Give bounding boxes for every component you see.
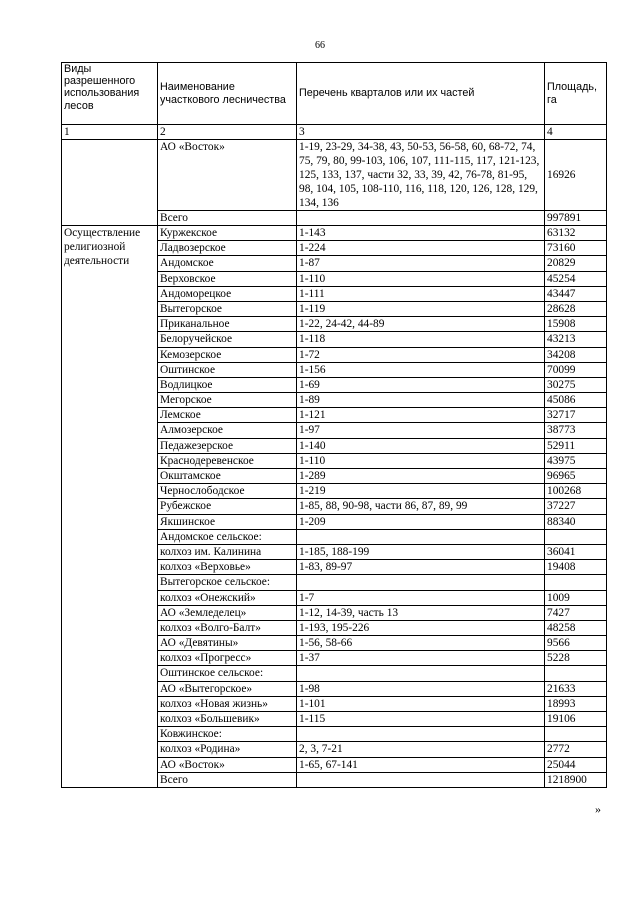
area-value (545, 529, 607, 544)
area-value: 7427 (545, 605, 607, 620)
area-value: 16926 (545, 140, 607, 211)
quarters-list (297, 666, 545, 681)
area-value: 2772 (545, 742, 607, 757)
column-number: 3 (297, 125, 545, 140)
district-name: Рубежское (158, 499, 297, 514)
district-name: Вытегорское (158, 301, 297, 316)
area-value: 25044 (545, 757, 607, 772)
quarters-list: 1-110 (297, 453, 545, 468)
district-name: колхоз «Волго-Балт» (158, 620, 297, 635)
area-value: 15908 (545, 317, 607, 332)
area-value: 96965 (545, 469, 607, 484)
district-name: Андоморецкое (158, 286, 297, 301)
total-label: Всего (158, 211, 297, 226)
total-label: Всего (158, 772, 297, 787)
total-area: 1218900 (545, 772, 607, 787)
district-name: Ладвозерское (158, 241, 297, 256)
quarters-list: 1-37 (297, 651, 545, 666)
area-value: 43975 (545, 453, 607, 468)
district-name: Якшинское (158, 514, 297, 529)
district-name: Андомское сельское: (158, 529, 297, 544)
quarters-list: 1-12, 14-39, часть 13 (297, 605, 545, 620)
quarters-list: 2, 3, 7-21 (297, 742, 545, 757)
quarters-list: 1-7 (297, 590, 545, 605)
quarters-list: 1-22, 24-42, 44-89 (297, 317, 545, 332)
header-area: Площадь, га (545, 63, 607, 125)
area-value: 43213 (545, 332, 607, 347)
district-name: колхоз «Верховье» (158, 560, 297, 575)
district-name: Окштамское (158, 469, 297, 484)
district-name: колхоз им. Калинина (158, 544, 297, 559)
quarters-list: 1-143 (297, 226, 545, 241)
area-value: 18993 (545, 696, 607, 711)
district-name: Водлицкое (158, 377, 297, 392)
table-row (62, 140, 607, 211)
area-value: 28628 (545, 301, 607, 316)
use-type-cell-empty (62, 140, 158, 226)
district-name: Андомское (158, 256, 297, 271)
area-value: 100268 (545, 484, 607, 499)
area-value: 43447 (545, 286, 607, 301)
area-value: 1009 (545, 590, 607, 605)
area-value: 70099 (545, 362, 607, 377)
column-number-row (62, 125, 607, 140)
area-value: 20829 (545, 256, 607, 271)
area-value: 37227 (545, 499, 607, 514)
quarters-list: 1-193, 195-226 (297, 620, 545, 635)
quarters-list (297, 529, 545, 544)
district-name: АО «Восток» (158, 757, 297, 772)
quarters-list: 1-98 (297, 681, 545, 696)
quarters-list (297, 575, 545, 590)
quarters-list: 1-119 (297, 301, 545, 316)
total-area: 997891 (545, 211, 607, 226)
district-name: Мегорское (158, 393, 297, 408)
area-value: 5228 (545, 651, 607, 666)
quarters-list: 1-56, 58-66 (297, 636, 545, 651)
area-value: 9566 (545, 636, 607, 651)
area-value: 48258 (545, 620, 607, 635)
area-value: 73160 (545, 241, 607, 256)
total-quarters-empty (297, 211, 545, 226)
area-value: 21633 (545, 681, 607, 696)
quarters-list: 1-111 (297, 286, 545, 301)
district-name: колхоз «Новая жизнь» (158, 696, 297, 711)
quarters-list: 1-289 (297, 469, 545, 484)
total-quarters-empty (297, 772, 545, 787)
district-name: колхоз «Большевик» (158, 712, 297, 727)
district-name: АО «Восток» (158, 140, 297, 211)
area-value: 88340 (545, 514, 607, 529)
quarters-list: 1-97 (297, 423, 545, 438)
district-name: колхоз «Родина» (158, 742, 297, 757)
area-value: 19408 (545, 560, 607, 575)
column-number: 4 (545, 125, 607, 140)
district-name: АО «Земледелец» (158, 605, 297, 620)
quarters-list: 1-101 (297, 696, 545, 711)
table-header-row (62, 63, 607, 125)
quarters-list: 1-185, 188-199 (297, 544, 545, 559)
district-name: Лемское (158, 408, 297, 423)
district-name: Вытегорское сельское: (158, 575, 297, 590)
use-type-cell: Осуществление религиозной деятельности (62, 226, 158, 788)
area-value: 32717 (545, 408, 607, 423)
district-name: Ковжинское: (158, 727, 297, 742)
district-name: Алмозерское (158, 423, 297, 438)
district-name: Белоручейское (158, 332, 297, 347)
quarters-list: 1-219 (297, 484, 545, 499)
quarters-list: 1-121 (297, 408, 545, 423)
header-use-type: Виды разрешенного использования лесов (62, 63, 158, 125)
quarters-list: 1-69 (297, 377, 545, 392)
column-number: 1 (62, 125, 158, 140)
district-name: колхоз «Прогресс» (158, 651, 297, 666)
district-name: колхоз «Онежский» (158, 590, 297, 605)
quarters-list: 1-156 (297, 362, 545, 377)
quarters-list: 1-118 (297, 332, 545, 347)
closing-quote: » (595, 802, 601, 816)
header-district-name: Наименование участкового лесничества (158, 63, 297, 125)
quarters-list: 1-87 (297, 256, 545, 271)
district-name: Оштинское (158, 362, 297, 377)
quarters-list: 1-83, 89-97 (297, 560, 545, 575)
area-value (545, 575, 607, 590)
area-value (545, 727, 607, 742)
quarters-list: 1-19, 23-29, 34-38, 43, 50-53, 56-58, 60, 68-72, 74, 75, 79, 80, 99-103, 106, 107, 111-115, 117, 121-123, 125, 133, 137, части 32, 33, 39, 42, 76-78, 81-95, 98, 104, 105, 108-110, 116, 118, 120, 126, 128, 129, 134, 136 (297, 140, 545, 211)
district-name: Верховское (158, 271, 297, 286)
quarters-list: 1-85, 88, 90-98, части 86, 87, 89, 99 (297, 499, 545, 514)
area-value: 30275 (545, 377, 607, 392)
district-name: Оштинское сельское: (158, 666, 297, 681)
district-name: Приканальное (158, 317, 297, 332)
district-name: Куржекское (158, 226, 297, 241)
area-value (545, 666, 607, 681)
district-name: Чернослободское (158, 484, 297, 499)
quarters-list (297, 727, 545, 742)
table-row (62, 226, 607, 241)
district-name: АО «Вытегорское» (158, 681, 297, 696)
quarters-list: 1-115 (297, 712, 545, 727)
area-value: 19106 (545, 712, 607, 727)
area-value: 38773 (545, 423, 607, 438)
area-value: 45086 (545, 393, 607, 408)
column-number: 2 (158, 125, 297, 140)
quarters-list: 1-110 (297, 271, 545, 286)
area-value: 45254 (545, 271, 607, 286)
forest-use-table (61, 62, 607, 788)
quarters-list: 1-65, 67-141 (297, 757, 545, 772)
quarters-list: 1-140 (297, 438, 545, 453)
area-value: 52911 (545, 438, 607, 453)
area-value: 36041 (545, 544, 607, 559)
header-quarters: Перечень кварталов или их частей (297, 63, 545, 125)
district-name: АО «Девятины» (158, 636, 297, 651)
quarters-list: 1-89 (297, 393, 545, 408)
quarters-list: 1-209 (297, 514, 545, 529)
area-value: 34208 (545, 347, 607, 362)
page-number: 66 (315, 40, 325, 51)
district-name: Краснодеревенское (158, 453, 297, 468)
area-value: 63132 (545, 226, 607, 241)
quarters-list: 1-224 (297, 241, 545, 256)
district-name: Кемозерское (158, 347, 297, 362)
quarters-list: 1-72 (297, 347, 545, 362)
district-name: Педажезерское (158, 438, 297, 453)
